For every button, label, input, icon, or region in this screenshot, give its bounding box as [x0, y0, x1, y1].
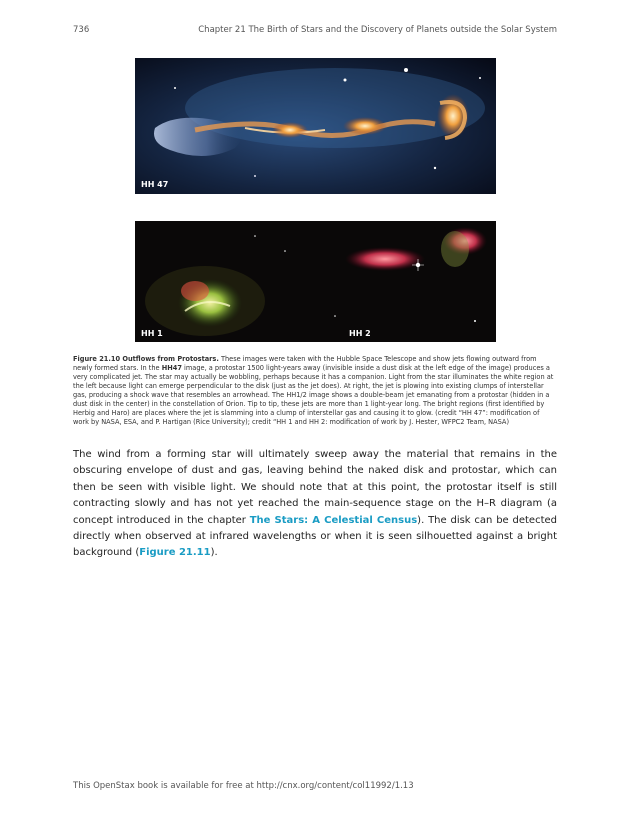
link-figure-21-11[interactable]: Figure 21.11 [139, 547, 211, 559]
caption-text-1: These images were taken with the Hubble Space Telescope and show jets flowing outward from newly formed stars. In the [73, 355, 537, 372]
hh2-label: HH 2 [349, 329, 371, 338]
chapter-title: Chapter 21 The Birth of Stars and the Discovery of Planets outside the Solar System [198, 25, 557, 35]
caption-text-2: image, a protostar 1500 light-years away (invisible inside a dust disk at the left edge of the image) produces a very complicated jet. The star may actually be wobbling, perhaps because it has a companion. Light from the star illuminates the white region at the left because light can emerge perpendicular to the disk (just as the jet does). At right, the jet is plowing into existing clumps of interstellar gas, producing a shock wave that resembles an arrowhead. The HH1/2 image shows a double-beam jet emanating from a protostar (hidden in a dust disk in the center) in the constellation of Orion. Tip to tip, these jets are more than 1 light-year long. The bright regions (first identified by Herbig and Haro) are places where the jet is slamming into a clump of interstellar gas and causing it to glow. (credit “HH 47”: modification of work by NASA, ESA, and P. Hartigan (Rice University); credit “HH 1 and HH 2: modification of work by J. Hester, WFPC2 Team, NASA) [73, 364, 554, 426]
body-text-1: The wind from a forming star will ultimately sweep away the material that remains in the obscuring envelope of dust and gas, leaving behind the naked disk and protostar, which can then be seen with visible light. We should note that at this point, the protostar itself is still contracting slowly and has not yet reached the main-sequence stage on the H–R diagram (a concept introduced in the chapter [73, 449, 557, 526]
body-text-3: ). [210, 547, 218, 559]
link-stars-celestial-census[interactable]: The Stars: A Celestial Census [249, 514, 418, 526]
hh47-label: HH 47 [141, 180, 169, 189]
body-paragraph [73, 447, 557, 562]
figure-caption [73, 355, 557, 427]
figure-caption-label: Figure 21.10 Outflows from Protostars. [73, 355, 219, 363]
page-number: 736 [73, 25, 90, 35]
body-text-2: ). The disk can be detected directly when observed at infrared wavelengths or when it is seen silhouetted against a bright background ( [73, 514, 557, 559]
footer-text: This OpenStax book is available for free at http://cnx.org/content/col11992/1.13 [73, 781, 414, 791]
caption-hh47: HH47 [161, 364, 182, 372]
hh47-image [135, 58, 496, 194]
hh1-hh2-image [135, 221, 496, 342]
hh1-label: HH 1 [141, 329, 163, 338]
